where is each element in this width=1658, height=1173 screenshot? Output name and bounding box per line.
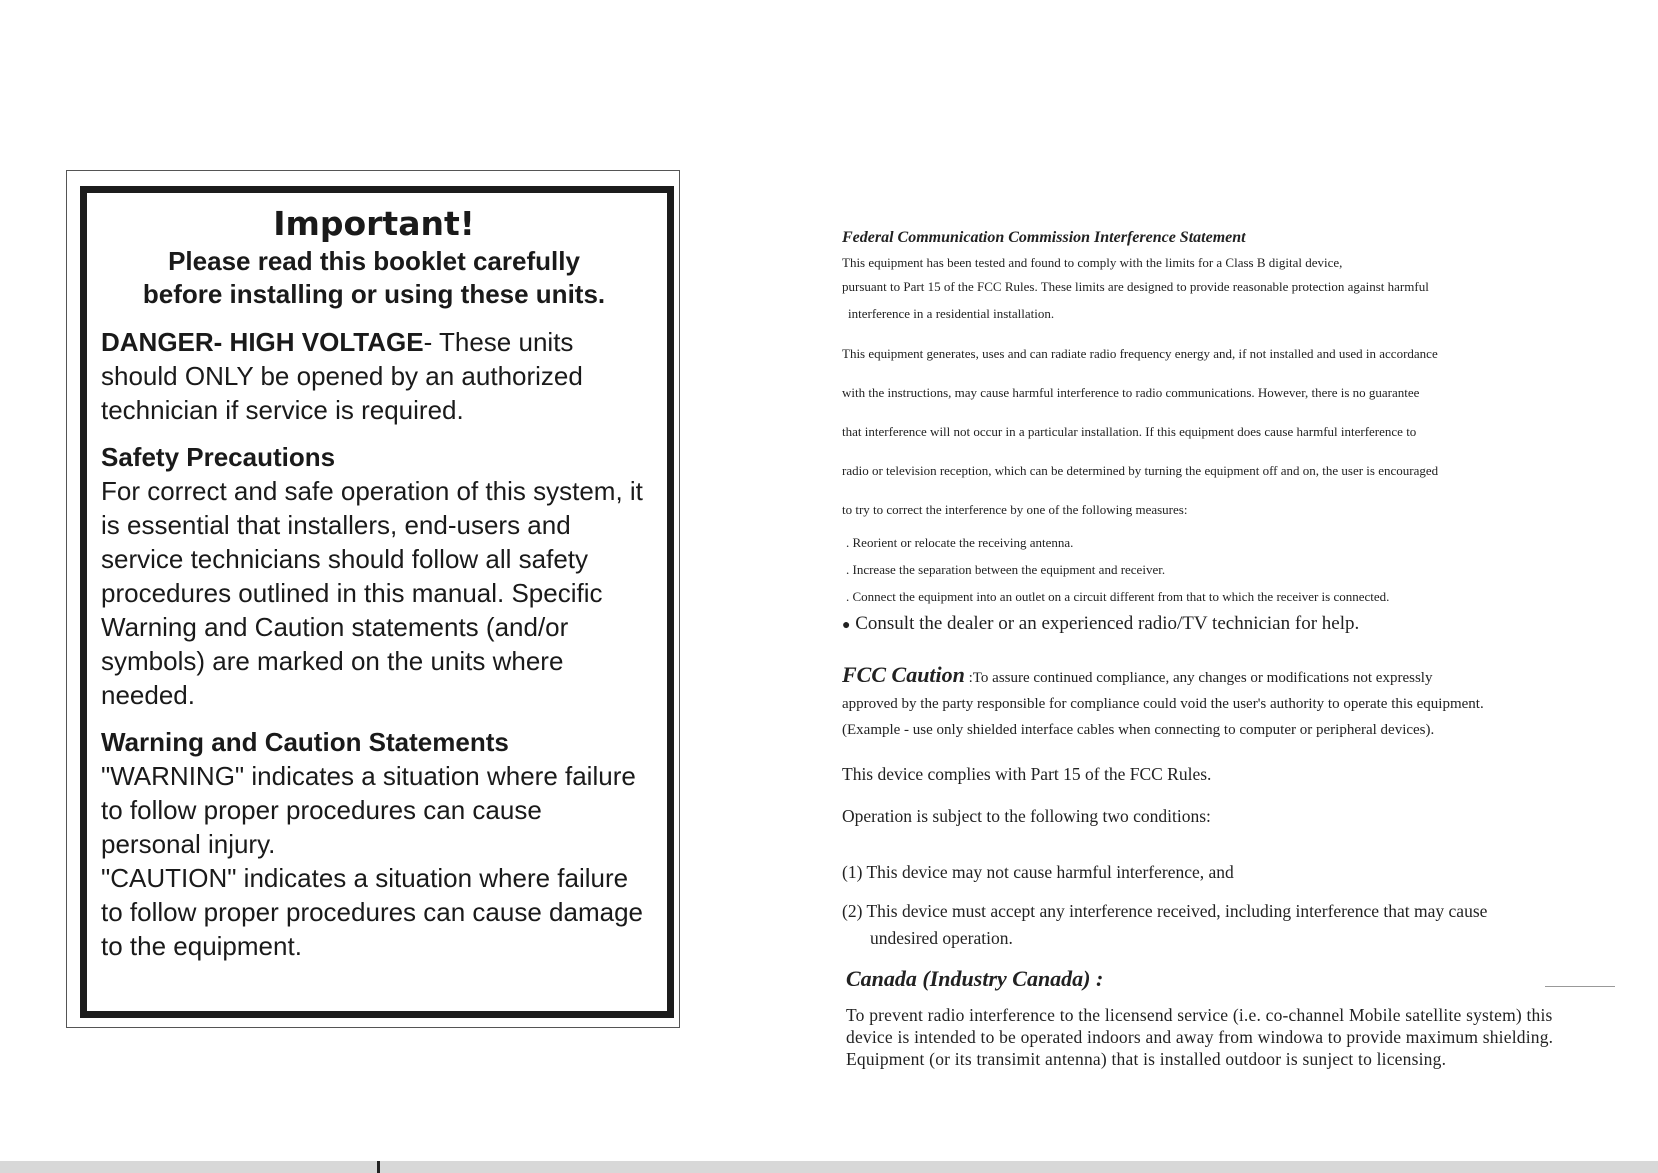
- danger-label: DANGER- HIGH VOLTAGE: [101, 327, 424, 357]
- notice-subtitle: [101, 245, 647, 311]
- safety-heading: Safety Precautions: [101, 442, 336, 472]
- fcc-caution-line1: [842, 662, 1632, 691]
- fcc-statement-page: [842, 228, 1632, 1070]
- condition-2-line2: undesired operation.: [870, 928, 1013, 948]
- part15-statement: This device complies with Part 15 of the FCC Rules.: [842, 764, 1212, 784]
- fcc-caution-heading: FCC Caution: [842, 662, 965, 687]
- warning-text: "WARNING" indicates a situation where failure to follow proper procedures can cause personal injury.: [101, 761, 636, 859]
- fcc-caution-line2: approved by the party responsible for compliance could void the user's authority to operate this equipment.: [842, 696, 1484, 712]
- fcc-caution-text1: :To assure continued compliance, any changes or modifications not expressly: [968, 670, 1433, 686]
- notice-subtitle-line2: before installing or using these units.: [142, 279, 606, 309]
- bullet-icon: ●: [842, 618, 851, 633]
- fcc-para1-line3: interference in a residential installation.: [848, 306, 1055, 321]
- fcc-heading: Federal Communication Commission Interference Statement: [842, 229, 1246, 246]
- important-notice-box: [80, 186, 674, 1018]
- fcc-para2-line3: that interference will not occur in a particular installation. If this equipment does cause harmful interference to: [842, 424, 1417, 439]
- scan-edge-strip: [0, 1161, 1658, 1173]
- fcc-para1-line2: pursuant to Part 15 of the FCC Rules. These limits are designed to provide reasonable protection against harmful: [842, 279, 1429, 294]
- scan-artifact-line: [1545, 986, 1615, 987]
- warning-heading: Warning and Caution Statements: [101, 727, 509, 757]
- condition-2-line1: (2) This device must accept any interference received, including interference that may cause: [842, 901, 1488, 921]
- measure-item: . Reorient or relocate the receiving antenna.: [846, 535, 1074, 550]
- measure-item: . Increase the separation between the equipment and receiver.: [846, 562, 1166, 577]
- notice-subtitle-line1: Please read this booklet carefully: [168, 246, 580, 276]
- danger-text: - These units should ONLY be opened by an authorized technician if service is required.: [101, 327, 583, 425]
- notice-title: Important!: [273, 204, 475, 243]
- fcc-para2-line1: This equipment generates, uses and can radiate radio frequency energy and, if not installed and used in accordance: [842, 346, 1438, 361]
- consult-text: Consult the dealer or an experienced radio/TV technician for help.: [855, 613, 1360, 634]
- condition-1: (1) This device may not cause harmful interference, and: [842, 862, 1234, 882]
- fcc-caution-line3: (Example - use only shielded interface cables when connecting to computer or peripheral devices).: [842, 722, 1435, 738]
- canada-line1: To prevent radio interference to the licensend service (i.e. co-channel Mobile satellite system) this: [846, 1005, 1553, 1025]
- fcc-para2-line2: with the instructions, may cause harmful interference to radio communications. However, there is no guarantee: [842, 385, 1420, 400]
- safety-text: For correct and safe operation of this system, it is essential that installers, end-users and service technicians should follow all safety procedures outlined in this manual. Specific Warning and Caution statements (and/or symbols) are marked on the units where needed.: [101, 476, 643, 710]
- canada-heading: Canada (Industry Canada) :: [846, 966, 1104, 991]
- condition-2: [842, 898, 1632, 952]
- canada-line3: Equipment (or its transimit antenna) that is installed outdoor is sunject to licensing.: [846, 1049, 1447, 1069]
- caution-text: "CAUTION" indicates a situation where failure to follow proper procedures can cause damage to the equipment.: [101, 863, 643, 961]
- measure-item: . Connect the equipment into an outlet on a circuit different from that to which the receiver is connected.: [846, 589, 1390, 604]
- canada-line2: device is intended to be operated indoors and away from windowa to provide maximum shielding.: [846, 1027, 1554, 1047]
- fcc-para2-line5: to try to correct the interference by one of the following measures:: [842, 502, 1188, 517]
- consult-line: [842, 610, 1632, 640]
- fcc-para1-line1: This equipment has been tested and found to comply with the limits for a Class B digital device,: [842, 255, 1343, 270]
- operation-statement: Operation is subject to the following two conditions:: [842, 806, 1211, 826]
- scan-artifact-mark: [377, 1161, 380, 1173]
- fcc-para2-line4: radio or television reception, which can be determined by turning the equipment off and on, the user is encouraged: [842, 463, 1439, 478]
- danger-paragraph: [101, 325, 647, 427]
